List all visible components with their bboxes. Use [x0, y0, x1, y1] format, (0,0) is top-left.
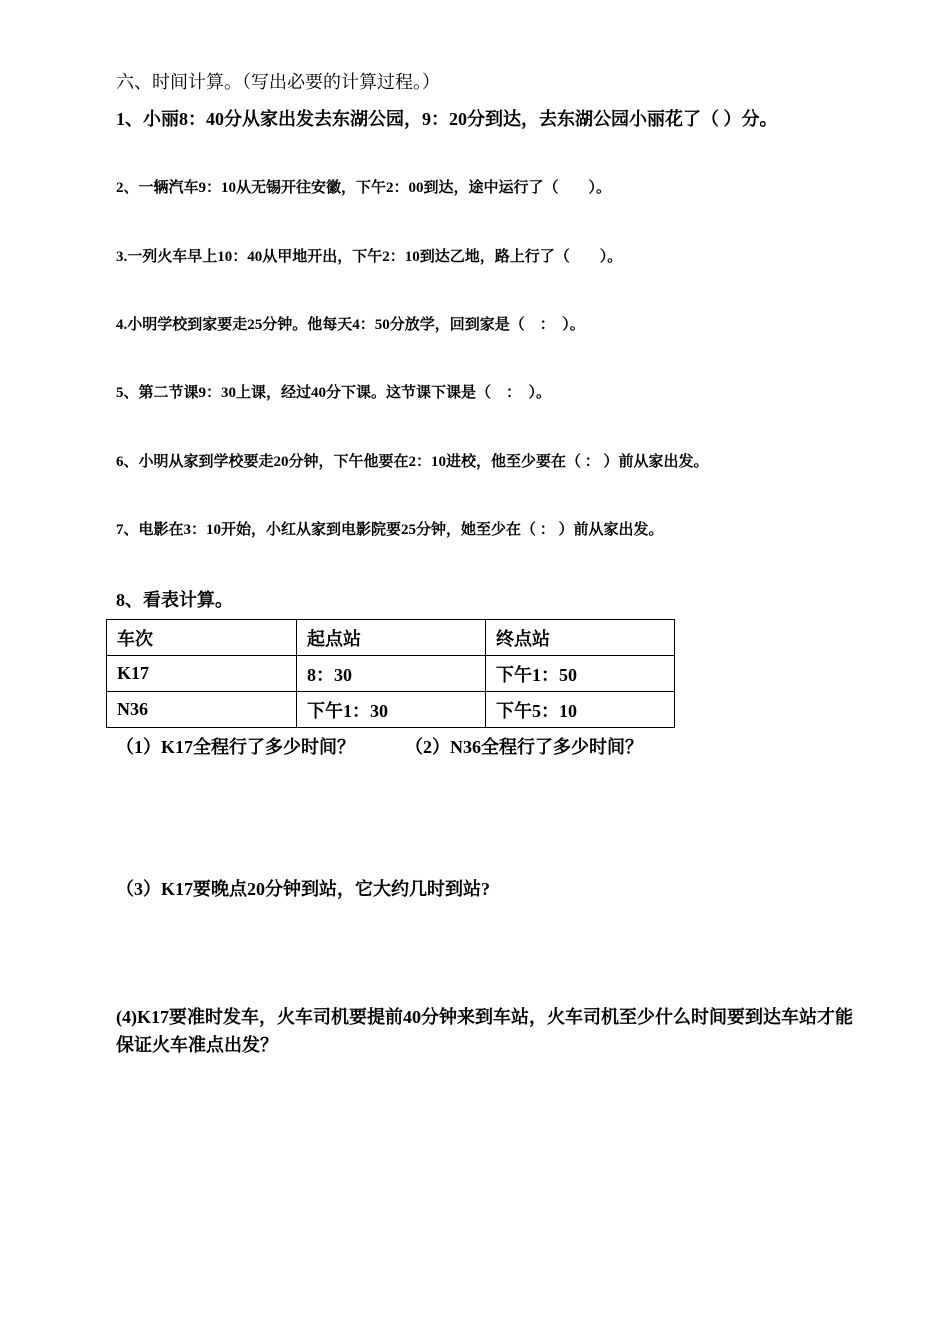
sub-question-3: （3）K17要晚点20分钟到站，它大约几时到站? — [116, 879, 490, 899]
question-7: 7、电影在3：10开始，小红从家到电影院要25分钟，她至少在（ ： ）前从家出发。 — [116, 522, 664, 538]
table-header-row — [107, 620, 675, 656]
question-6: 6、小明从家到学校要走20分钟，下午他要在2：10进校，他至少要在（ ： ）前从家出发。 — [116, 454, 709, 470]
question-8: 8、看表计算。 — [116, 590, 233, 610]
question-5: 5、第二节课9：30上课，经过40分下课。这节课下课是（ ： ）。 — [116, 385, 552, 401]
question-2: 2、一辆汽车9：10从无锡开往安徽，下午2：00到达，途中运行了（ ）。 — [116, 180, 612, 196]
table-cell: 下午1：50 — [486, 656, 675, 692]
table-cell: 8：30 — [297, 656, 486, 692]
question-1: 1、小丽8：40分从家出发去东湖公园，9：20分到达，去东湖公园小丽花了（ ）分。 — [116, 109, 778, 129]
header-start-station: 起点站 — [297, 620, 486, 656]
table-cell: 下午1：30 — [297, 692, 486, 728]
sub-question-4: (4)K17要准时发车，火车司机要提前40分钟来到车站，火车司机至少什么时间要到达车站才能保证火车准点出发？ — [116, 1007, 853, 1055]
question-3: 3.一列火车早上10：40从甲地开出，下午2：10到达乙地，路上行了（ ）。 — [116, 249, 623, 265]
section-title: 六、时间计算。（写出必要的计算过程。） — [116, 72, 440, 92]
sub-question-1: （1）K17全程行了多少时间？ — [116, 737, 355, 757]
table-cell: N36 — [107, 692, 297, 728]
header-end-station: 终点站 — [486, 620, 675, 656]
table-row — [107, 692, 675, 728]
header-train-number: 车次 — [107, 620, 297, 656]
sub-question-2: （2）N36全程行了多少时间？ — [405, 737, 643, 757]
question-4: 4.小明学校到家要走25分钟。他每天4：50分放学，回到家是（ ： ）。 — [116, 317, 585, 333]
table-row — [107, 656, 675, 692]
table-cell: K17 — [107, 656, 297, 692]
train-schedule-table — [106, 619, 675, 728]
table-cell: 下午5：10 — [486, 692, 675, 728]
